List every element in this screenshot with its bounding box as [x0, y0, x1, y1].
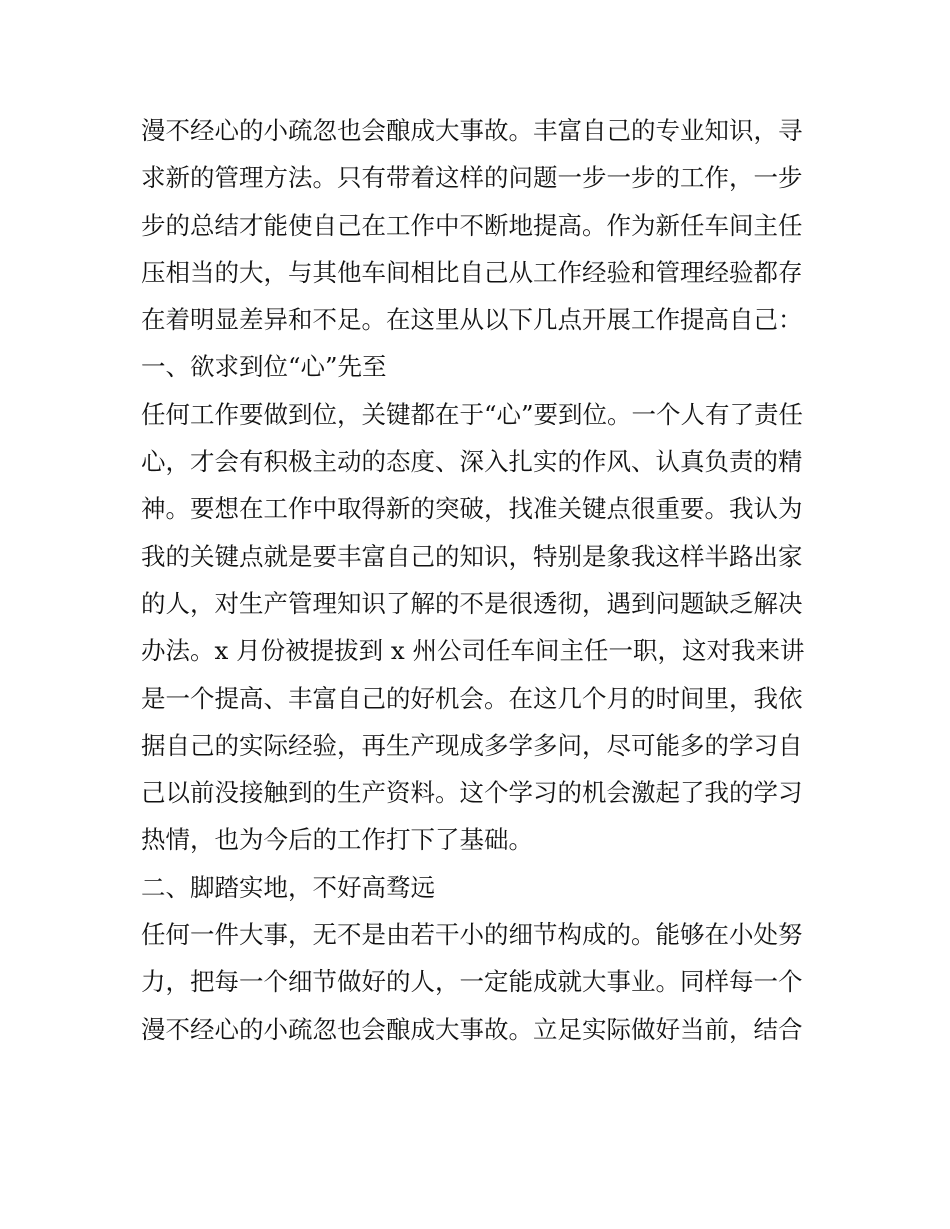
body-line: 的人，对生产管理知识了解的不是很透彻，遇到问题缺乏解决 — [141, 588, 803, 618]
body-line: 是一个提高、丰富自己的好机会。在这几个月的时间里，我依 — [141, 683, 803, 713]
body-line: 任何一件大事，无不是由若干小的细节构成的。能够在小处努 — [141, 920, 803, 950]
section-heading: 二、脚踏实地，不好高骛远 — [141, 872, 435, 902]
body-line: 漫不经心的小疏忽也会酿成大事故。立足实际做好当前，结合 — [141, 1014, 803, 1044]
body-line: 心，才会有积极主动的态度、深入扎实的作风、认真负责的精 — [141, 447, 803, 477]
body-line: 神。要想在工作中取得新的突破，找准关键点很重要。我认为 — [141, 494, 803, 524]
body-line: 据自己的实际经验，再生产现成多学多问，尽可能多的学习自 — [141, 730, 803, 760]
document-body — [141, 107, 821, 1053]
section-heading: 一、欲求到位“心”先至 — [141, 352, 387, 382]
body-line: 我的关键点就是要丰富自己的知识，特别是象我这样半路出家 — [141, 541, 803, 571]
body-line: 求新的管理方法。只有带着这样的问题一步一步的工作，一步 — [141, 163, 803, 193]
body-line: 在着明显差异和不足。在这里从以下几点开展工作提高自己： — [141, 305, 803, 335]
body-line: 步的总结才能使自己在工作中不断地提高。作为新任车间主任 — [141, 210, 803, 240]
body-line: 力，把每一个细节做好的人，一定能成就大事业。同样每一个 — [141, 967, 803, 997]
body-line: 办法。x 月份被提拔到 x 州公司任车间主任一职，这对我来讲 — [141, 636, 805, 666]
body-line: 己以前没接触到的生产资料。这个学习的机会激起了我的学习 — [141, 778, 803, 808]
body-line: 漫不经心的小疏忽也会酿成大事故。丰富自己的专业知识，寻 — [141, 116, 803, 145]
body-line: 任何工作要做到位，关键都在于“心”要到位。一个人有了责任 — [141, 399, 804, 429]
body-line: 热情，也为今后的工作打下了基础。 — [141, 825, 533, 855]
body-line: 压相当的大，与其他车间相比自己从工作经验和管理经验都存 — [141, 257, 803, 287]
